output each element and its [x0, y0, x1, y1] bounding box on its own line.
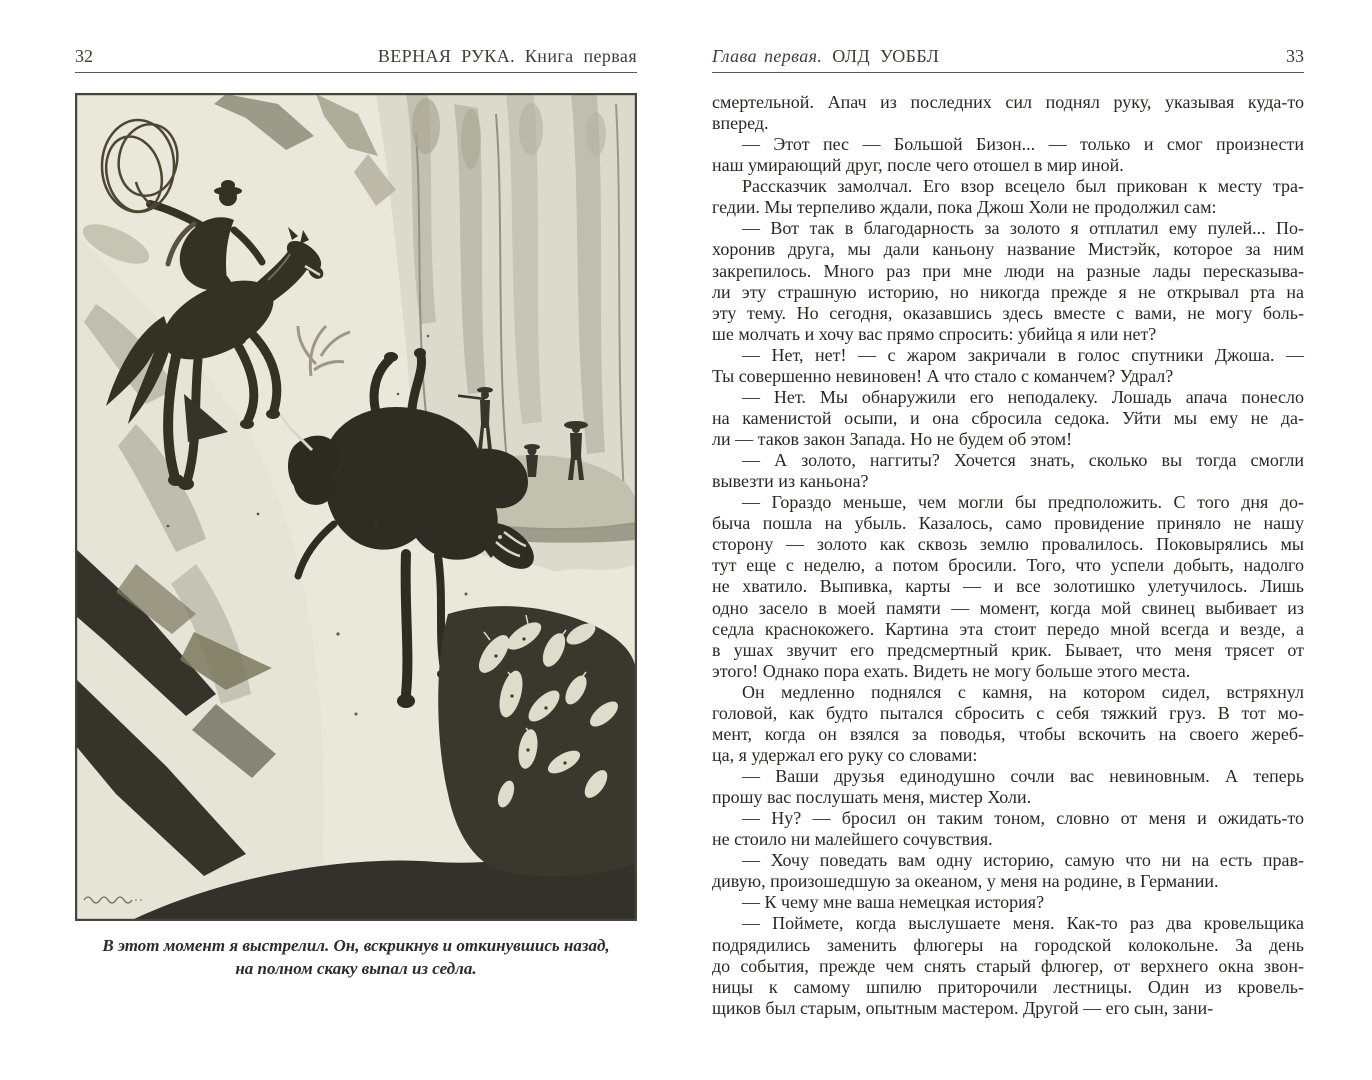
cactus-thicket — [438, 606, 636, 876]
page-left — [75, 40, 637, 980]
running-title-left: ВЕРНАЯ РУКА. Книга первая — [377, 46, 637, 66]
text-line: быча пошла на убыль. Казалось, само провидение приняло не нашу — [712, 513, 1304, 534]
page-number-right: 33 — [1286, 46, 1304, 66]
page-right-header — [712, 46, 1304, 73]
text-line: хоронив друга, мы дали каньону название Мистэйк, которое за ним — [712, 239, 1304, 260]
caption-line: В этот момент я выстрелил. Он, вскрикнув и откинувшись назад, — [102, 936, 610, 955]
running-title-right — [712, 46, 939, 67]
text-line: — Вот так в благодарность за золото я отплатил ему пулей... По- — [742, 218, 1304, 239]
text-line: прошу вас послушать меня, мистер Холи. — [712, 787, 1032, 808]
text-line: — А золото, наггиты? Хочется знать, сколько вы тогда смогли — [742, 450, 1304, 471]
text-line: вперед. — [712, 113, 769, 134]
page-number-left: 32 — [75, 46, 93, 66]
text-line: мент, когда он взялся за поводья, чтобы вскочить на своего жереб- — [712, 723, 1304, 744]
body-text — [712, 92, 1304, 1019]
text-line: ли — таков закон Запада. Но не будем об этом! — [712, 429, 1073, 449]
text-line: на каменистой осыпи, и она сбросила седока. Уйти мы ему не да- — [712, 407, 1304, 428]
text-line: гедии. Мы терпеливо ждали, пока Джош Холи не продолжил сам: — [712, 197, 1217, 218]
text-line: — Ваши друзья единодушно сочли вас невиновным. А теперь — [742, 766, 1304, 786]
text-line: — Нет. Мы обнаружили его неподалеку. Лошадь апача понесло — [742, 386, 1304, 407]
text-line: головой, как будто пытался сбросить с себя тяжкий груз. В тот мо- — [712, 702, 1304, 723]
caption-line: на полном скаку выпал из седла. — [235, 959, 477, 978]
text-line: в ушах звучит его предсмертный крик. Бывает, что меня трясет от — [712, 639, 1304, 660]
text-line: эту тему. Но сегодня, оказавшись здесь вместе с вами, не могу боль- — [712, 302, 1304, 323]
text-line: ницы к самому шпилю приторочили лестницы. Один из кровель- — [712, 976, 1304, 997]
text-line: седла краснокожего. Картина эта стоит передо мной всегда и везде, а — [712, 618, 1304, 639]
text-line: ца, я удержал его руку со словами: — [712, 744, 978, 765]
text-line: подрядились заменить флюгеры на городской колокольне. За день — [712, 934, 1304, 955]
text-line: не хватило. Выпивка, карты — и все золотишко улетучилось. Лишь — [712, 576, 1304, 597]
chapter-label: Глава первая. — [712, 46, 823, 66]
text-line: наш умирающий друг, после чего отошел в мир иной. — [712, 155, 1124, 176]
chapter-title-caps: ОЛД УОББЛ — [832, 46, 940, 66]
text-line: — Поймете, когда выслушаете меня. Как-то раз два кровельщика — [742, 913, 1304, 934]
text-line: дивую, произошедшую за океаном, у меня на родине, в Германии. — [712, 871, 1219, 892]
text-line: — К чему мне ваша немецкая история? — [742, 892, 1045, 913]
text-line: — Нет, нет! — с жаром закричали в голос спутники Джоша. — — [742, 344, 1304, 365]
text-line: — Хочу поведать вам одну историю, самую что ни на есть прав- — [742, 850, 1304, 871]
text-line: не стоило ни малейшего сочувствия. — [712, 829, 993, 850]
page-right — [712, 40, 1304, 1019]
text-line: ли эту страшную историю, но никогда прежде я не открывал рта на — [712, 281, 1304, 302]
text-line: сторону — золото как сквозь землю провалилось. Поковырялись мы — [712, 534, 1304, 555]
text-line: одно засело в моей памяти — момент, когда мой свинец выбивает из — [712, 597, 1304, 618]
text-line: этого! Однако пора ехать. Видеть не могу больше этого места. — [712, 660, 1191, 681]
text-line: — Гораздо меньше, чем могли бы предположить. С того дня до- — [742, 492, 1304, 513]
text-line: Он медленно поднялся с камня, на котором сидел, встряхнул — [742, 681, 1304, 702]
illustration-image — [75, 93, 637, 921]
text-line: смертельной. Апач из последних сил поднял руку, указывая куда-то — [712, 92, 1304, 112]
text-line: закрепилось. Много раз при мне люди на разные лады пересказыва- — [712, 260, 1304, 281]
text-line: Рассказчик замолчал. Его взор всецело был прикован к месту тра- — [742, 176, 1304, 197]
text-line: вывезти из каньона? — [712, 471, 869, 492]
text-line: до события, прежде чем снять старый флюгер, от верхнего окна звон- — [712, 955, 1304, 976]
text-line: — Ну? — бросил он таким тоном, словно от меня и ожидать-то — [742, 808, 1304, 829]
text-line: Ты совершенно невиновен! А что стало с команчем? Удрал? — [712, 365, 1174, 386]
text-line: — Этот пес — Большой Бизон... — только и смог произнести — [742, 134, 1304, 155]
text-line: ше молчать и хочу вас прямо спросить: убийца я или нет? — [712, 323, 1157, 344]
illustration-figure — [75, 93, 637, 980]
illustration-caption — [75, 934, 637, 980]
page-left-header — [75, 46, 637, 73]
text-line: тут еще с неделю, а потом бросили. Того, что успели добыть, надолго — [712, 555, 1304, 576]
text-line: щиков был старым, опытным мастером. Другой — его сын, зани- — [712, 997, 1214, 1018]
